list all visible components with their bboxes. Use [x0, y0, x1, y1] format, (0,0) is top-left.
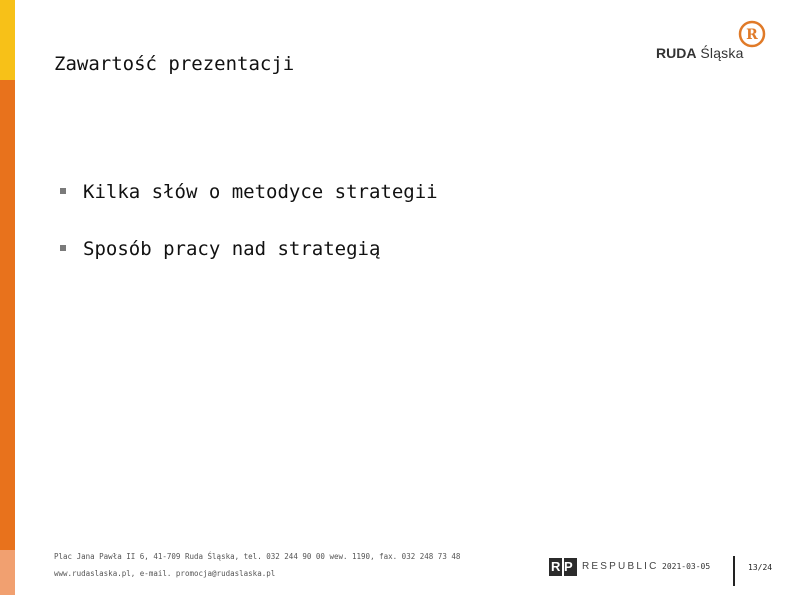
strip-light-orange-segment [0, 550, 15, 595]
footer-date: 2021-03-05 [662, 562, 711, 571]
logo-wordmark [656, 45, 744, 61]
respublic-mark-icon [549, 558, 577, 576]
square-bullet-icon [60, 188, 66, 194]
slide-title: Zawartość prezentacji [54, 53, 295, 75]
strip-orange-segment [0, 80, 15, 550]
footer-divider [733, 556, 735, 586]
bullet-item [60, 232, 438, 266]
ruda-slaska-logo [654, 20, 766, 66]
side-color-strip [0, 0, 15, 595]
footer-address-line: Plac Jana Pawła II 6, 41-709 Ruda Śląska, tel. 032 244 90 00 wew. 1190, fax. 032 248 73 48 [54, 552, 461, 561]
bullet-list [60, 175, 438, 289]
respublic-logo [549, 558, 659, 576]
page-number: 13/24 [748, 563, 773, 572]
respublic-mark-letter-p: P [564, 559, 573, 574]
logo-word-ruda: RUDA [656, 45, 697, 61]
square-bullet-icon [60, 245, 66, 251]
footer-address [54, 548, 460, 582]
logo-mark-letter: R [746, 27, 758, 43]
footer-contact-line: www.rudaslaska.pl, e-mail. promocja@rudaslaska.pl [54, 569, 276, 578]
bullet-item [60, 175, 438, 209]
bullet-text: Kilka słów o metodyce strategii [83, 181, 438, 203]
respublic-mark-letter-r: R [551, 559, 561, 574]
respublic-wordmark: RESPUBLIC [582, 561, 659, 572]
bullet-text: Sposób pracy nad strategią [83, 238, 381, 260]
logo-word-slaska: Śląska [700, 45, 744, 61]
strip-yellow-segment [0, 0, 15, 80]
logo-mark-icon [738, 20, 766, 48]
